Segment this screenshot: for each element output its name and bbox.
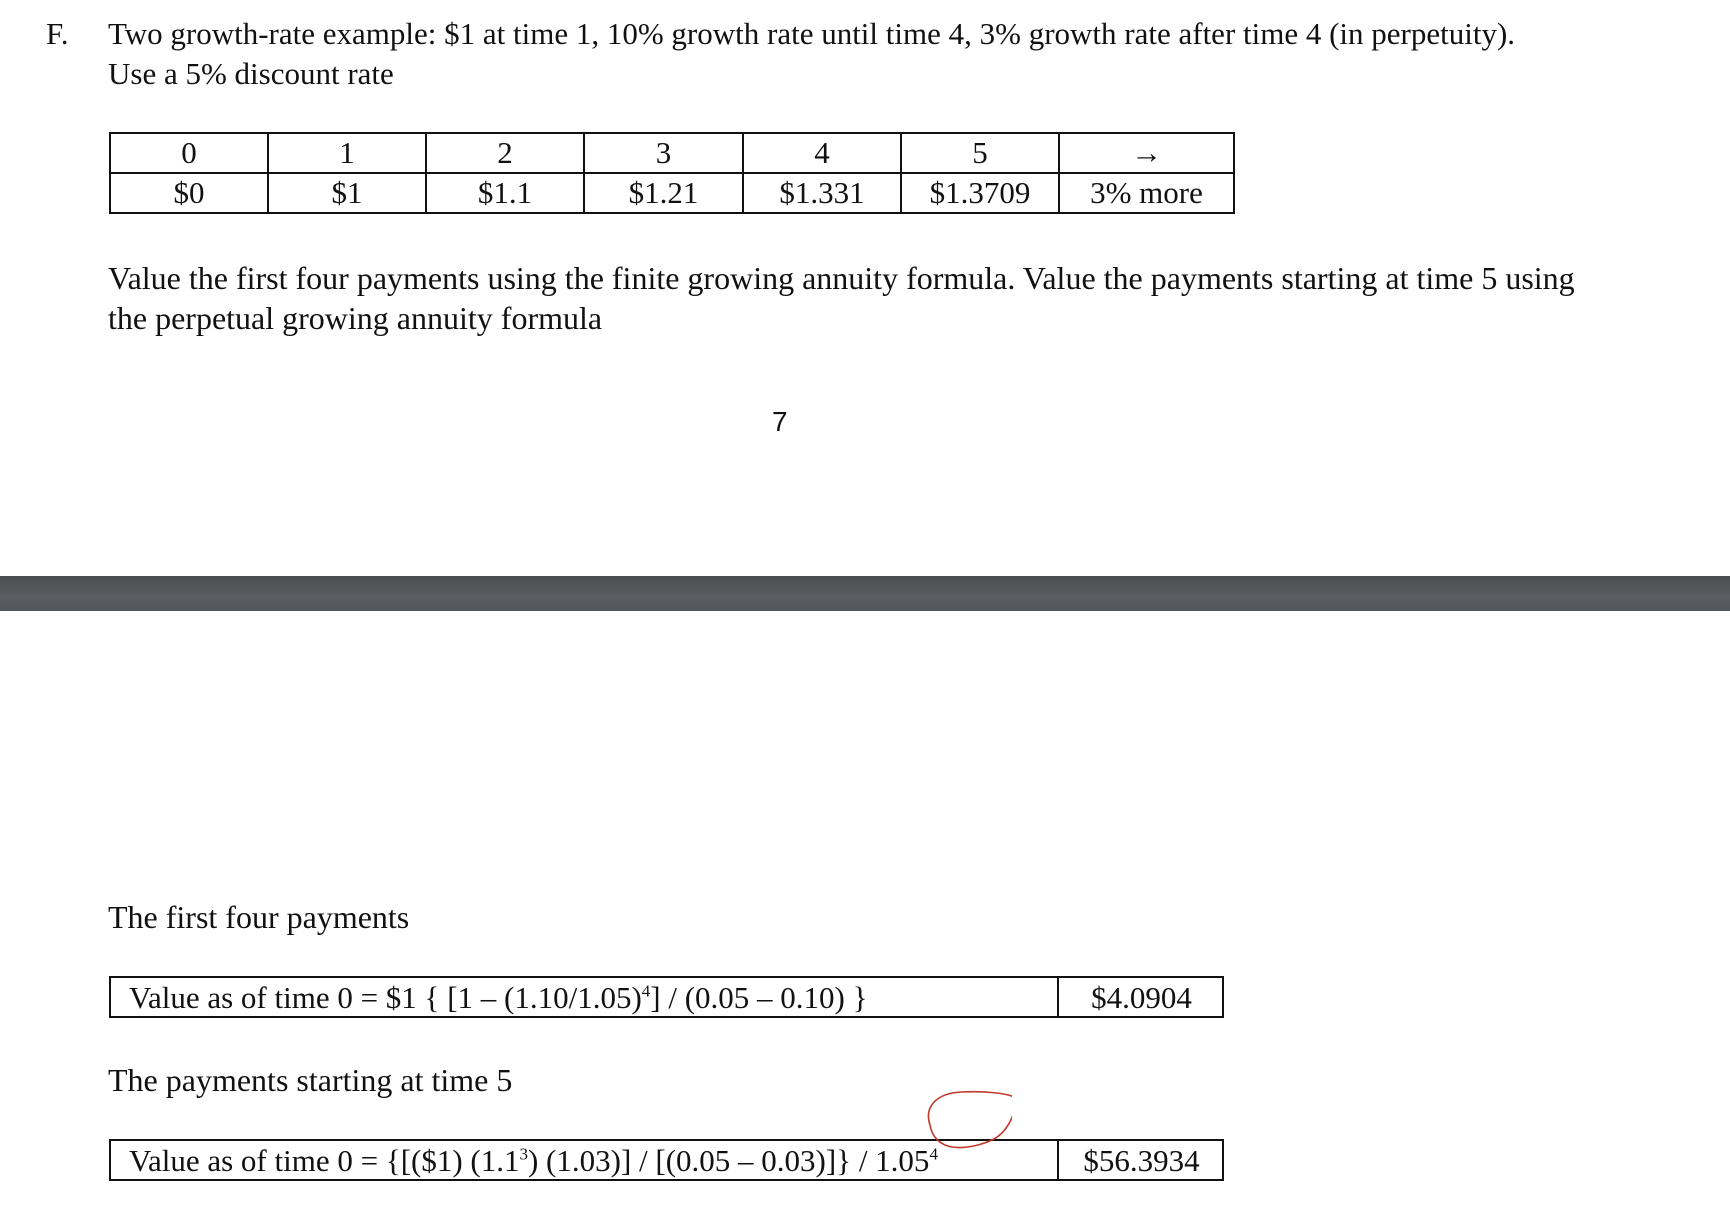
time-cell: 2	[426, 133, 584, 173]
formula-lead: Value as of time 0 = {[($1) (1.1	[129, 1143, 520, 1178]
formula-time-5	[129, 1141, 938, 1181]
time-cell: 3	[584, 133, 743, 173]
time-cell: →	[1059, 133, 1234, 173]
amount-cell: $0	[110, 173, 268, 213]
time-cell: 1	[268, 133, 426, 173]
problem-label: F.	[46, 16, 69, 51]
document-page-top	[0, 0, 1730, 576]
instructions-paragraph: Value the first four payments using the finite growing annuity formula. Value the payments starting at time 5 using the perpetual growing annuity formula	[108, 260, 1575, 336]
amount-cell: $1	[268, 173, 426, 213]
amount-cell: 3% more	[1059, 173, 1234, 213]
formula-exponent: 4	[929, 1144, 938, 1164]
amount-cell: $1.1	[426, 173, 584, 213]
pen-stroke	[928, 1092, 1012, 1148]
handwritten-circle-annotation	[922, 1087, 1012, 1177]
cash-flow-table	[109, 132, 1235, 214]
section-heading-time-5: The payments starting at time 5	[108, 1062, 513, 1098]
formula-exponent: 4	[641, 981, 651, 1001]
formula-box-time-5	[109, 1139, 1224, 1181]
formula-lead: Value as of time 0 = $1 { [1 – (1.10/1.05)	[129, 980, 642, 1015]
formula-result-first-four: $4.0904	[1091, 980, 1192, 1015]
page-divider	[0, 576, 1730, 611]
formula-exponent: 3	[519, 1144, 528, 1164]
formula-tail: ] / (0.05 – 0.10) }	[650, 980, 868, 1015]
amount-cell: $1.331	[743, 173, 901, 213]
amount-row	[110, 173, 1234, 213]
problem-text: Two growth-rate example: $1 at time 1, 10% growth rate until time 4, 3% growth rate after time 4 (in perpetuity). Use a 5% discount rate	[108, 16, 1516, 91]
amount-cell: $1.3709	[901, 173, 1059, 213]
time-cell: 0	[110, 133, 268, 173]
page-number: 7	[772, 406, 788, 437]
section-heading-first-four: The first four payments	[108, 899, 410, 935]
time-cell: 4	[743, 133, 901, 173]
formula-first-four	[129, 978, 868, 1018]
formula-mid: ) (1.03)] / [(0.05 – 0.03)]} / 1.05	[527, 1143, 930, 1178]
time-cell: 5	[901, 133, 1059, 173]
formula-result-time-5: $56.3934	[1083, 1143, 1200, 1178]
time-row	[110, 133, 1234, 173]
amount-cell: $1.21	[584, 173, 743, 213]
formula-box-first-four	[109, 976, 1224, 1018]
